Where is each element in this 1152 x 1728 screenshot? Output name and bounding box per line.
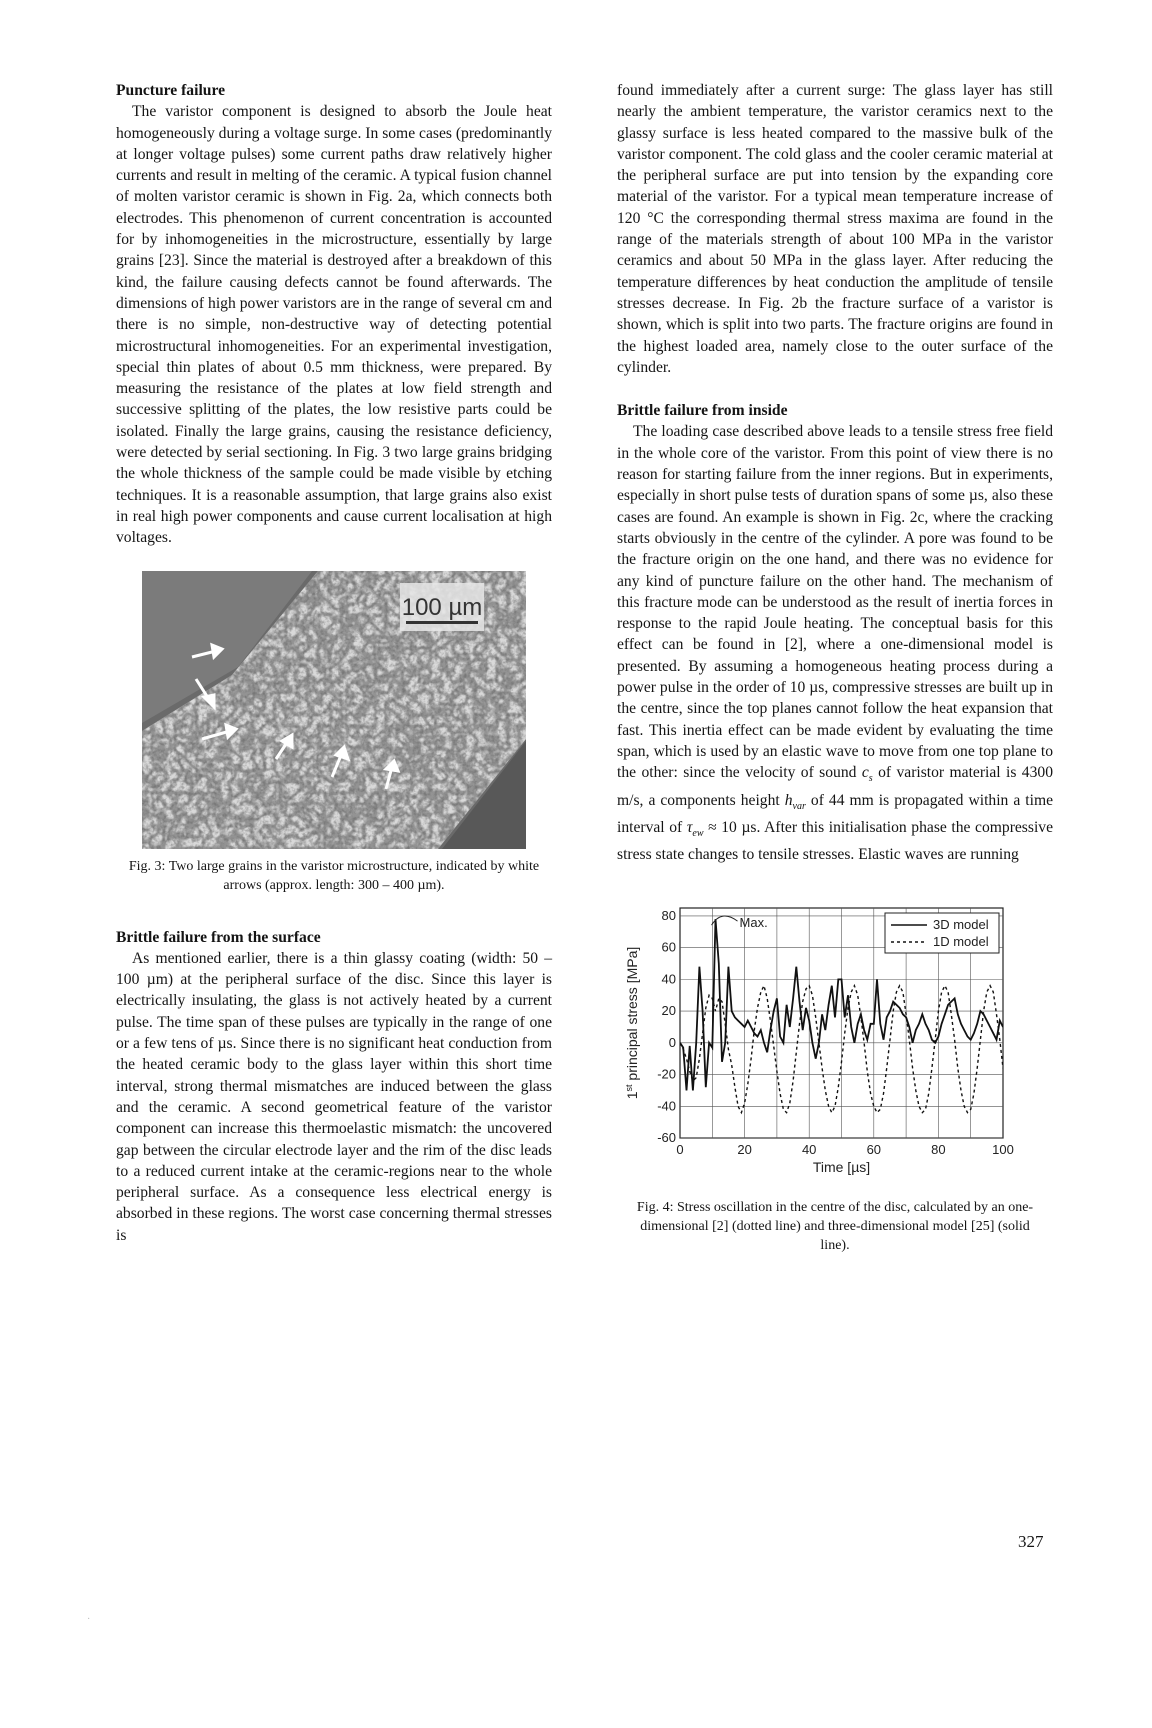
inside-text-1: The loading case described above leads to a tensile stress free field in the whole core of the varistor. From this point of view there is no reason for starting failure from the inner regions. But in experiments, especially in short pulse tests of duration spans of some µs, also these cases are found. An example is shown in Fig. 2c, where the cracking starts obviously in the centre of the cylinder. A pore was found to be the fracture origin on the one hand, and there was no evidence for any kind of puncture failure on the other hand. The mechanism of this fracture mode can be understood as the result of inertia forces in response to the rapid Joule heating. The conceptual basis for this effect can be found in [2], where a one-dimensional model is presented. By assuming a homogeneous heating process during a power pulse in the order of 10 µs, compressive stresses are built up in the centre, since the top planes cannot follow the heat expansion that fast. This inertia effect can be made evident by evaluating the time span, which is used by an elastic wave to move from one top plane to the other: since the velocity of sound [617,423,1053,782]
symbol-h: h [784,791,793,809]
inside-text-3: of 44 mm is propagated within a time interval of [617,791,1054,837]
page-number: 327 [1018,1532,1044,1551]
paragraph-surface: As mentioned earlier, there is a thin glassy coating (width: 50 – 100 µm) at the peripheral surface of the disc. Since this layer is electrically insulating, the glass is not actively heated by a current pulse. The time span of these pulses are typically in the range of one or a few tens of µs. Since there is no significant heat conduction from the heated ceramic body to the glass layer within this short time interval, strong thermal mismatches are induced between the glass and the ceramic. A second geometrical feature of the varistor component can increase this thermoelastic mismatch: the uncovered gap between the circular electrode layer and the rim of the disc leads to a reduced current intake at the ceramic-regions near to the whole peripheral surface. As a consequence less electrical energy is absorbed in these regions. The worst case concerning thermal stresses is [116,949,552,1244]
y-tick-label: -60 [657,1129,676,1145]
x-tick-label: 100 [992,1141,1014,1157]
section-heading-surface: Brittle failure from the surface [116,928,321,946]
figure-4-caption: Fig. 4: Stress oscillation in the centre of the disc, calculated by an one-dimensional [2] (dotted line) and three-dimensional model [25] (solid line). [636,1199,1034,1253]
figure-3 [116,571,552,895]
scale-bar-label: 100 µm [401,593,483,621]
paragraph-inside [617,421,1053,865]
margin-mark: · [87,1614,91,1625]
symbol-tau: τ [686,819,693,837]
right-column [617,80,1053,1255]
legend-label: 3D model [933,916,989,932]
annotation-max: Max. [739,914,768,930]
inside-text-4: ≈ 10 µs. After this initialisation phase the compressive stress state changes to tensile stresses. Elastic waves are running [617,819,1053,864]
y-tick-label: 20 [661,1002,676,1018]
x-tick-label: 80 [931,1141,946,1157]
x-tick-label: 0 [676,1141,684,1157]
x-axis-label: Time [µs] [812,1158,871,1175]
y-tick-label: -40 [657,1097,676,1113]
y-tick-label: 80 [661,907,676,923]
x-tick-label: 60 [866,1141,882,1157]
y-tick-label: -20 [657,1066,676,1082]
section-heading-inside: Brittle failure from inside [617,402,788,420]
left-column [116,80,552,1246]
section-heading-puncture: Puncture failure [116,82,226,99]
x-tick-label: 20 [737,1141,752,1157]
paragraph-puncture: The varistor component is designed to absorb the Joule heat homogeneously during a voltage surge. In some cases (predominantly at longer voltage pulses) some current paths draw relatively higher currents and result in melting of the ceramic. A typical fusion channel of molten varistor ceramic is shown in Fig. 2a, which connects both electrodes. This phenomenon of current concentration is accounted for by inhomogeneities in the microstructure, essentially by large grains [23]. Since the material is destroyed after a breakdown of this kind, the failure causing defects cannot be found afterwards. The dimensions of high power varistors are in the range of several cm and there is no simple, non-destructive way of detecting potential microstructural inhomogeneities. For an experimental investigation, special thin plates of about 0.5 mm thickness, were prepared. By measuring the resistance of the plates at low field strength and successive splitting of the plates, the low resistive parts could be isolated. Finally the large grains, causing the resistance deficiency, were detected by serial sectioning. In Fig. 3 two large grains bridging the whole thickness of the sample could be made visible by etching techniques. It is a reasonable assumption, that large grains also exist in real high power components and cause current localisation at high voltages. [116,103,552,547]
x-tick-label: 40 [801,1141,817,1157]
symbol-tau-sub: ew [692,828,704,840]
symbol-c: c [861,764,869,782]
y-axis-label: 1st principal stress [MPa] [624,946,640,1099]
y-tick-label: 0 [668,1034,676,1050]
symbol-h-sub: var [792,800,806,812]
figure-3-caption: Fig. 3: Two large grains in the varistor microstructure, indicated by white arrows (approx. length: 300 – 400 µm). [128,858,540,893]
microstructure-image [142,571,526,849]
paragraph-surface-continued: found immediately after a current surge: The glass layer has still nearly the ambient temperature, the varistor ceramics next to the glassy surface is less heated compared to the massive bulk of the varistor component. The cold glass and the cooler ceramic material at the peripheral surface are put into tension by the expanding core material of the varistor. For a typical mean temperature increase of 120 °C the corresponding thermal stress maxima are found in the range of the materials strength of about 100 MPa in the varistor ceramics and about 50 MPa in the glass layer. After reducing the temperature differences by heat conduction the amplitude of tensile stresses decrease. In Fig. 2b the fracture surface of a varistor is shown, which is split into two parts. The fracture origins are found in the highest loaded area, namely close to the outer surface of the cylinder. [617,82,1053,376]
symbol-c-sub: s [868,773,873,785]
y-tick-label: 40 [661,971,676,987]
y-tick-label: 60 [661,939,676,955]
figure-4 [617,900,1053,1255]
inside-text-2: of varistor material is 4300 m/s, a components height [617,764,1053,809]
stress-oscillation-chart [617,900,1053,1190]
legend-label: 1D model [933,933,989,949]
